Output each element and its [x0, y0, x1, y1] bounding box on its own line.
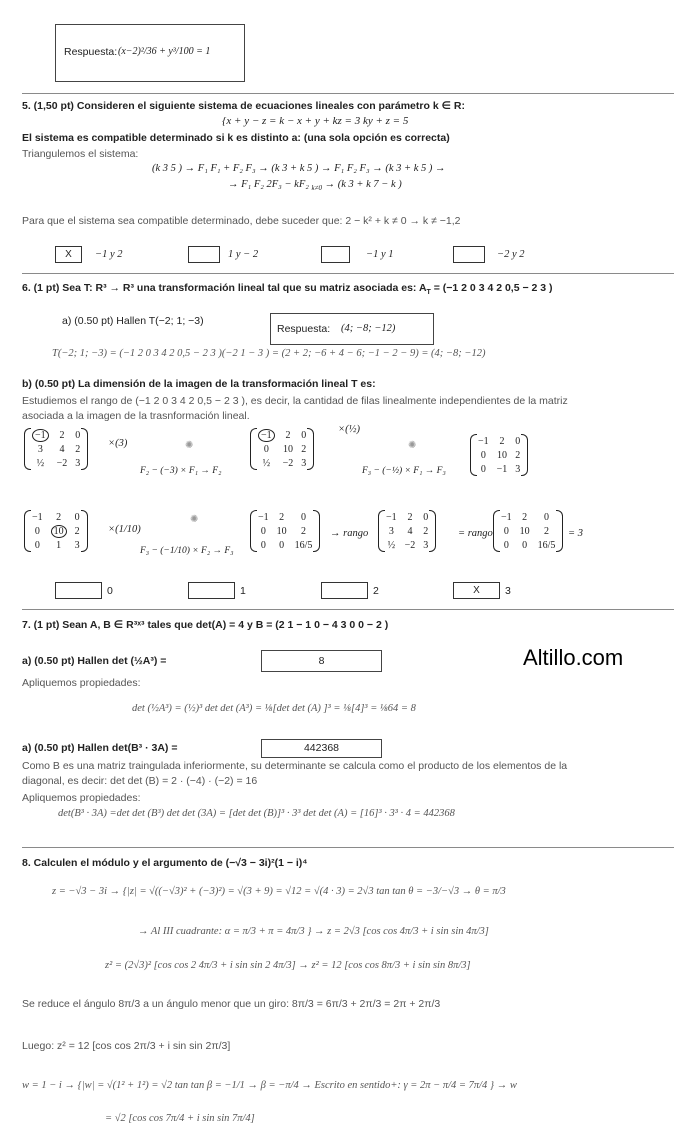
- matrix-cell: 0: [522, 539, 528, 551]
- matrix-cell: 0: [260, 525, 266, 537]
- matrix-cell: 2: [499, 435, 505, 447]
- matrix-row: [28, 456, 84, 470]
- matrix-cell: −1: [254, 428, 279, 442]
- q8-title: 8. Calculen el módulo y el argumento de (−√3 − 3i)²(1 − i)⁴: [22, 857, 308, 869]
- matrix-cell: 2: [522, 511, 528, 523]
- q6-rango: → rango: [330, 528, 369, 539]
- q7-a-answer: 8: [261, 650, 382, 672]
- matrix-row: [254, 510, 316, 524]
- q6-eq-rango: = rango: [458, 528, 493, 539]
- matrix-cell: 10: [519, 525, 530, 537]
- matrix-cell: 3: [388, 525, 394, 537]
- q6-op2: F₃ − (−½) × F₁ → F₃: [362, 466, 446, 476]
- matrix-cell: −2: [282, 457, 294, 469]
- q7-a-prop: Apliquemos propiedades:: [22, 677, 141, 689]
- watermark: Altillo.com: [523, 645, 624, 670]
- matrix-cell: 0: [34, 539, 40, 551]
- q6-option-2-label: 2: [373, 585, 379, 597]
- q6-matrix-2: [250, 428, 314, 470]
- matrix-row: [28, 538, 84, 552]
- divider: [22, 609, 674, 610]
- matrix-cell: 2: [285, 429, 291, 441]
- matrix-row: [254, 442, 310, 456]
- matrix-cell: ½: [36, 457, 45, 469]
- matrix-row: [382, 538, 432, 552]
- matrix-cell: ½: [387, 539, 396, 551]
- ripple-icon: ✺: [185, 440, 194, 451]
- matrix-row: [254, 456, 310, 470]
- q5-option-3-label: −2 y 2: [497, 249, 525, 260]
- matrix-row: [382, 510, 432, 524]
- matrix-cell: 0: [423, 511, 429, 523]
- q7-b-prop: Apliquemos propiedades:: [22, 792, 141, 804]
- top-answer-box: [55, 24, 245, 82]
- matrix-cell: 2: [515, 449, 521, 461]
- matrix-row: [497, 524, 559, 538]
- top-answer-label: Respuesta:: [64, 46, 118, 58]
- ripple-icon: ✺: [190, 514, 199, 525]
- matrix-row: [497, 510, 559, 524]
- q6-option-3-box[interactable]: X: [453, 582, 500, 599]
- matrix-cell: −1: [478, 435, 489, 447]
- matrix-row: [254, 524, 316, 538]
- q6-a-label: a) (0.50 pt) Hallen T(−2; 1; −3): [62, 315, 204, 327]
- q6-option-1-label: 1: [240, 585, 246, 597]
- matrix-cell: 2: [74, 525, 80, 537]
- q5-title: 5. (1,50 pt) Consideren el siguiente sistema de ecuaciones lineales con parámetro k ∈ R:: [22, 100, 465, 112]
- q5-statement: El sistema es compatible determinado si k es distinto a: (una sola opción es correcta): [22, 132, 450, 144]
- q5-condition: Para que el sistema sea compatible determinado, debe suceder que: 2 − k² + k ≠ 0 → k ≠ −1,2: [22, 215, 461, 227]
- divider: [22, 847, 674, 848]
- matrix-cell: 3: [301, 457, 307, 469]
- q6-matrix-1: [24, 428, 88, 470]
- matrix-cell: 2: [407, 511, 413, 523]
- q7-title: 7. (1 pt) Sean A, B ∈ R³ˣ³ tales que det(A) = 4 y B = (2 1 − 1 0 − 4 3 0 0 − 2 ): [22, 619, 389, 631]
- q7-b-answer: 442368: [261, 739, 382, 758]
- q6-a-work: T(−2; 1; −3) = (−1 2 0 3 4 2 0,5 − 2 3 )(−2 1 − 3 ) = (2 + 2; −6 + 4 − 6; −1 − 2 − 9) = (4; −8; −12): [52, 348, 486, 359]
- q6-b-work2: asociada a la imagen de la trasnformación lineal.: [22, 410, 250, 422]
- matrix-cell: 2: [56, 511, 62, 523]
- matrix-cell: 0: [75, 429, 81, 441]
- q6-m2-mult: ×(½): [338, 424, 360, 435]
- matrix-cell: 0: [260, 539, 266, 551]
- matrix-cell: 2: [544, 525, 550, 537]
- q8-line-4: Se reduce el ángulo 8π/3 a un ángulo menor que un giro: 8π/3 = 6π/3 + 2π/3 = 2π + 2π/3: [22, 998, 441, 1010]
- q8-line-6: w = 1 − i → {|w| = √(1² + 1²) = √2 tan tan β = −1/1 → β = −π/4 → Escrito en sentido+: γ = 2π − π/4 = 7π/4 } → w: [22, 1080, 517, 1091]
- matrix-cell: 0: [301, 429, 307, 441]
- q6-eq3: = 3: [568, 528, 583, 539]
- q6-matrix-4: [24, 510, 88, 552]
- matrix-cell: −1: [258, 511, 269, 523]
- matrix-row: [474, 462, 524, 476]
- q5-option-1-box[interactable]: [188, 246, 220, 263]
- matrix-cell: 10: [496, 449, 507, 461]
- matrix-cell: 2: [301, 525, 307, 537]
- matrix-cell: 4: [59, 443, 65, 455]
- q5-tri: Triangulemos el sistema:: [22, 148, 139, 160]
- q6-option-0-box[interactable]: [55, 582, 102, 599]
- divider: [22, 93, 674, 94]
- q5-system: {x + y − z = k − x + y + kz = 3 ky + z = 5: [222, 115, 409, 127]
- q6-matrix-7: [493, 510, 563, 552]
- matrix-cell: 0: [279, 539, 285, 551]
- matrix-row: [28, 428, 84, 442]
- q5-option-0-label: −1 y 2: [95, 249, 123, 260]
- matrix-row: [254, 428, 310, 442]
- q8-line-5: Luego: z² = 12 [cos cos 2π/3 + i sin sin 2π/3]: [22, 1040, 231, 1052]
- q6-op1: F₂ − (−3) × F₁ → F₂: [140, 466, 222, 476]
- matrix-cell: 0: [301, 511, 307, 523]
- q6-b-label: b) (0.50 pt) La dimensión de la imagen de la transformación lineal T es:: [22, 378, 376, 390]
- matrix-cell: −1: [32, 511, 43, 523]
- q5-option-2-box[interactable]: [321, 246, 350, 263]
- q7-b-label: a) (0.50 pt) Hallen det(B³ · 3A) =: [22, 742, 178, 754]
- matrix-cell: 2: [423, 525, 429, 537]
- q6-matrix-5: [250, 510, 320, 552]
- matrix-row: [28, 524, 84, 538]
- q5-step1: (k 3 5 ) → F₁ F₁ + F₂ F₃ → (k 3 + k 5 ) → F₁ F₂ F₃ → (k 3 + k 5 ) →: [152, 163, 446, 174]
- q6-a-answer-box: [270, 313, 434, 345]
- matrix-cell: −1: [496, 463, 508, 475]
- matrix-row: [28, 442, 84, 456]
- matrix-cell: −1: [28, 428, 53, 442]
- q7-a-label: a) (0.50 pt) Hallen det (½A³) =: [22, 655, 167, 667]
- q8-line-1: z = −√3 − 3i → {|z| = √((−√3)² + (−3)²) = √(3 + 9) = √12 = √(4 · 3) = 2√3 tan tan θ = −3/−√3 → θ = π/3: [52, 886, 506, 897]
- q5-option-1-label: 1 y − 2: [228, 249, 259, 260]
- matrix-cell: 2: [59, 429, 65, 441]
- matrix-cell: 0: [480, 463, 486, 475]
- matrix-cell: 16/5: [537, 539, 556, 551]
- q7-b-work2: diagonal, es decir: det det (B) = 2 · (−4) · (−2) = 16: [22, 775, 258, 787]
- matrix-cell: 0: [263, 443, 269, 455]
- q5-option-0-box[interactable]: X: [55, 246, 82, 263]
- matrix-cell: ½: [262, 457, 271, 469]
- q5-step2: → F₁ F₂ 2F₃ − kF₂ $_{k\ne 0}$ → (k 3 + k 7 − k ): [228, 179, 402, 193]
- matrix-cell: −1: [386, 511, 397, 523]
- q6-title: 6. (1 pt) Sea T: R³ → R³ una transformación lineal tal que su matriz asociada es: $A_T = (-1$ 2 0 3 4 2 0,5 − 2 3 ): [22, 282, 553, 297]
- q6-option-3-label: 3: [505, 585, 511, 597]
- q8-line-3: z² = (2√3)² [cos cos 2 4π/3 + i sin sin 2 4π/3] → z² = 12 [cos cos 8π/3 + i sin sin 8π/3]: [105, 960, 471, 971]
- q6-matrix-3: [470, 434, 528, 476]
- matrix-row: [28, 510, 84, 524]
- matrix-cell: 0: [503, 539, 509, 551]
- matrix-cell: 10: [47, 524, 71, 538]
- matrix-cell: 0: [480, 449, 486, 461]
- q7-b-work3: det(B³ · 3A) =det det (B³) det det (3A) = [det det (B)]³ · 3³ det det (A) = [16]³ · 3³ · 4 = 442368: [58, 808, 455, 819]
- matrix-cell: 2: [301, 443, 307, 455]
- matrix-cell: 0: [544, 511, 550, 523]
- q6-m1-mult: ×(3): [108, 438, 128, 449]
- matrix-cell: −2: [404, 539, 416, 551]
- divider: [22, 273, 674, 274]
- matrix-cell: 0: [503, 525, 509, 537]
- ripple-icon: ✺: [408, 440, 417, 451]
- matrix-row: [474, 448, 524, 462]
- q6-a-answer-label: Respuesta:: [277, 323, 331, 335]
- matrix-cell: 2: [279, 511, 285, 523]
- matrix-cell: −1: [501, 511, 512, 523]
- matrix-cell: 4: [407, 525, 413, 537]
- matrix-cell: 3: [515, 463, 521, 475]
- q7-b-work1: Como B es una matriz traingulada inferiormente, su determinante se calcula como el producto de los elementos de la: [22, 760, 568, 772]
- q5-option-3-box[interactable]: [453, 246, 485, 263]
- matrix-cell: 3: [74, 539, 80, 551]
- matrix-cell: 3: [423, 539, 429, 551]
- q5-option-2-label: −1 y 1: [366, 249, 394, 260]
- q6-m4-mult: ×(1/10): [108, 524, 141, 535]
- matrix-cell: 1: [56, 539, 62, 551]
- q6-option-1-box[interactable]: [188, 582, 235, 599]
- matrix-cell: 10: [282, 443, 293, 455]
- q6-option-2-box[interactable]: [321, 582, 368, 599]
- q6-option-0-label: 0: [107, 585, 113, 597]
- matrix-row: [382, 524, 432, 538]
- q6-b-work1: Estudiemos el rango de (−1 2 0 3 4 2 0,5 − 2 3 ), es decir, la cantidad de filas linealmente independientes de la matriz: [22, 395, 568, 407]
- matrix-row: [474, 434, 524, 448]
- q6-a-answer: (4; −8; −12): [341, 323, 396, 334]
- q7-a-work: det (½A³) = (½)³ det det (A³) = ⅛[det det (A) ]³ = ⅛[4]³ = ⅛64 = 8: [132, 703, 416, 714]
- top-answer-expr: (x−2)²/36 + y³/100 = 1: [118, 46, 211, 57]
- q8-line-2: → Al III cuadrante: α = π/3 + π = 4π/3 } → z = 2√3 [cos cos 4π/3 + i sin sin 4π/3]: [138, 926, 489, 937]
- matrix-row: [497, 538, 559, 552]
- matrix-row: [254, 538, 316, 552]
- matrix-cell: 3: [37, 443, 43, 455]
- q8-line-7: = √2 [cos cos 7π/4 + i sin sin 7π/4]: [105, 1113, 255, 1124]
- matrix-cell: 0: [34, 525, 40, 537]
- matrix-cell: 10: [276, 525, 287, 537]
- matrix-cell: 0: [515, 435, 521, 447]
- q6-op3: F₃ − (−1/10) × F₂ → F₃: [140, 546, 234, 556]
- q6-matrix-6: [378, 510, 436, 552]
- matrix-cell: 0: [74, 511, 80, 523]
- matrix-cell: −2: [56, 457, 68, 469]
- matrix-cell: 16/5: [294, 539, 313, 551]
- matrix-cell: 2: [75, 443, 81, 455]
- matrix-cell: 3: [75, 457, 81, 469]
